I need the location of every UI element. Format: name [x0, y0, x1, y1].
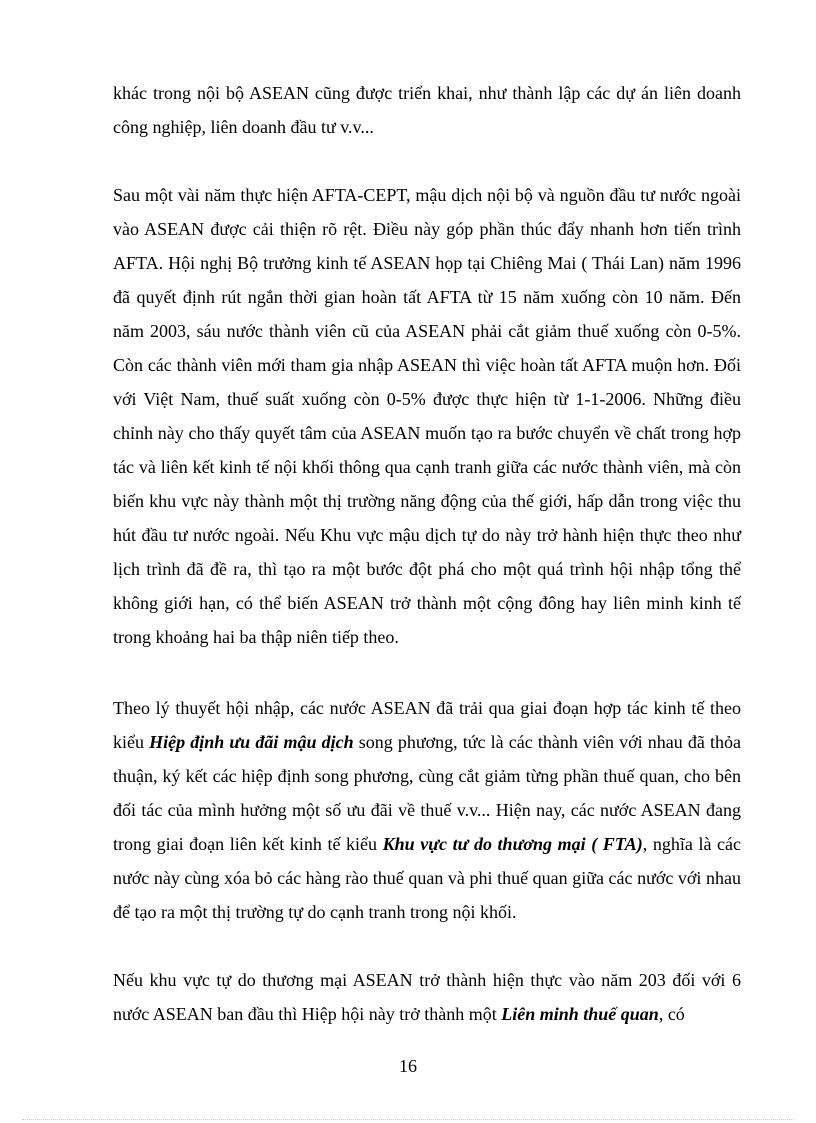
paragraph-4-text-2: , có	[658, 1004, 685, 1024]
paragraph-3-text-3: , nghĩa là các nước này cùng xóa bỏ các hàng rào thuế quan và phi thuế quan giữa các nước với nhau để tạo ra một thị trường tự do cạnh tranh trong nội khối.	[113, 834, 742, 922]
term-customs-union: Liên minh thuế quan	[501, 1004, 659, 1024]
paragraph-1: khác trong nội bộ ASEAN cũng được triển khai, như thành lập các dự án liên doanh công nghiệp, liên doanh đầu tư v.v...	[113, 83, 741, 137]
paragraph-4	[113, 963, 741, 1031]
paragraph-2: Sau một vài năm thực hiện AFTA-CEPT, mậu dịch nội bộ và nguồn đầu tư nước ngoài vào ASEAN được cải thiện rõ rệt. Điều này góp phần thúc đẩy nhanh hơn tiến trình AFTA. Hội nghị Bộ trưởng kinh tế ASEAN họp tại Chiêng Mai ( Thái Lan) năm 1996 đã quyết định rút ngắn thời gian hoàn tất AFTA từ 15 năm xuống còn 10 năm. Đến năm 2003, sáu nước thành viên cũ của ASEAN phải cắt giảm thuế xuống còn 0-5%. Còn các thành viên mới tham gia nhập ASEAN thì việc hoàn tất AFTA muộn hơn. Đối với Việt Nam, thuế suất xuống còn 0-5% được thực hiện từ 1-1-2006. Những điều chỉnh này cho thấy quyết tâm của ASEAN muốn tạo ra bước chuyển về chất trong hợp tác và liên kết kinh tế nội khối thông qua cạnh tranh giữa các nước thành viên, mà còn biến khu vực này thành một thị trường năng động của thế giới, hấp dẫn trong việc thu hút đầu tư nước ngoài. Nếu Khu vực mậu dịch tự do này trở hành hiện thực theo như lịch trình đã đề ra, thì tạo ra một bước đột phá cho một quá trình hội nhập tổng thể không giới hạn, có thể biến ASEAN trở thành một cộng đông hay liên minh kinh tế trong khoảng hai ba thập niên tiếp theo.	[113, 185, 741, 647]
page-bottom-divider	[22, 1119, 794, 1120]
paragraph-3	[113, 691, 741, 929]
term-free-trade-area: Khu vực tư do thương mại ( FTA)	[382, 834, 643, 854]
page-number: 16	[399, 1056, 417, 1076]
paragraph-3-text-1: Theo lý thuyết hội nhập, các nước ASEAN đã trải qua giai đoạn hợp tác kinh tế theo kiểu	[113, 698, 741, 752]
paragraph-4-text-1: Nếu khu vực tự do thương mại ASEAN trở thành hiện thực vào năm 203 đối với 6 nước ASEAN ban đầu thì Hiệp hội này trở thành một	[113, 970, 741, 1024]
paragraph-3-text-2: song phương, tức là các thành viên với nhau đã thỏa thuận, ký kết các hiệp định song phương, cùng cắt giảm từng phần thuế quan, cho bên đối tác của mình hưởng một số ưu đãi về thuế v.v... Hiện nay, các nước ASEAN đang trong giai đoạn liên kết kinh tế kiểu	[113, 732, 741, 854]
term-preferential-trade-agreement: Hiệp định ưu đãi mậu dịch	[149, 732, 354, 752]
